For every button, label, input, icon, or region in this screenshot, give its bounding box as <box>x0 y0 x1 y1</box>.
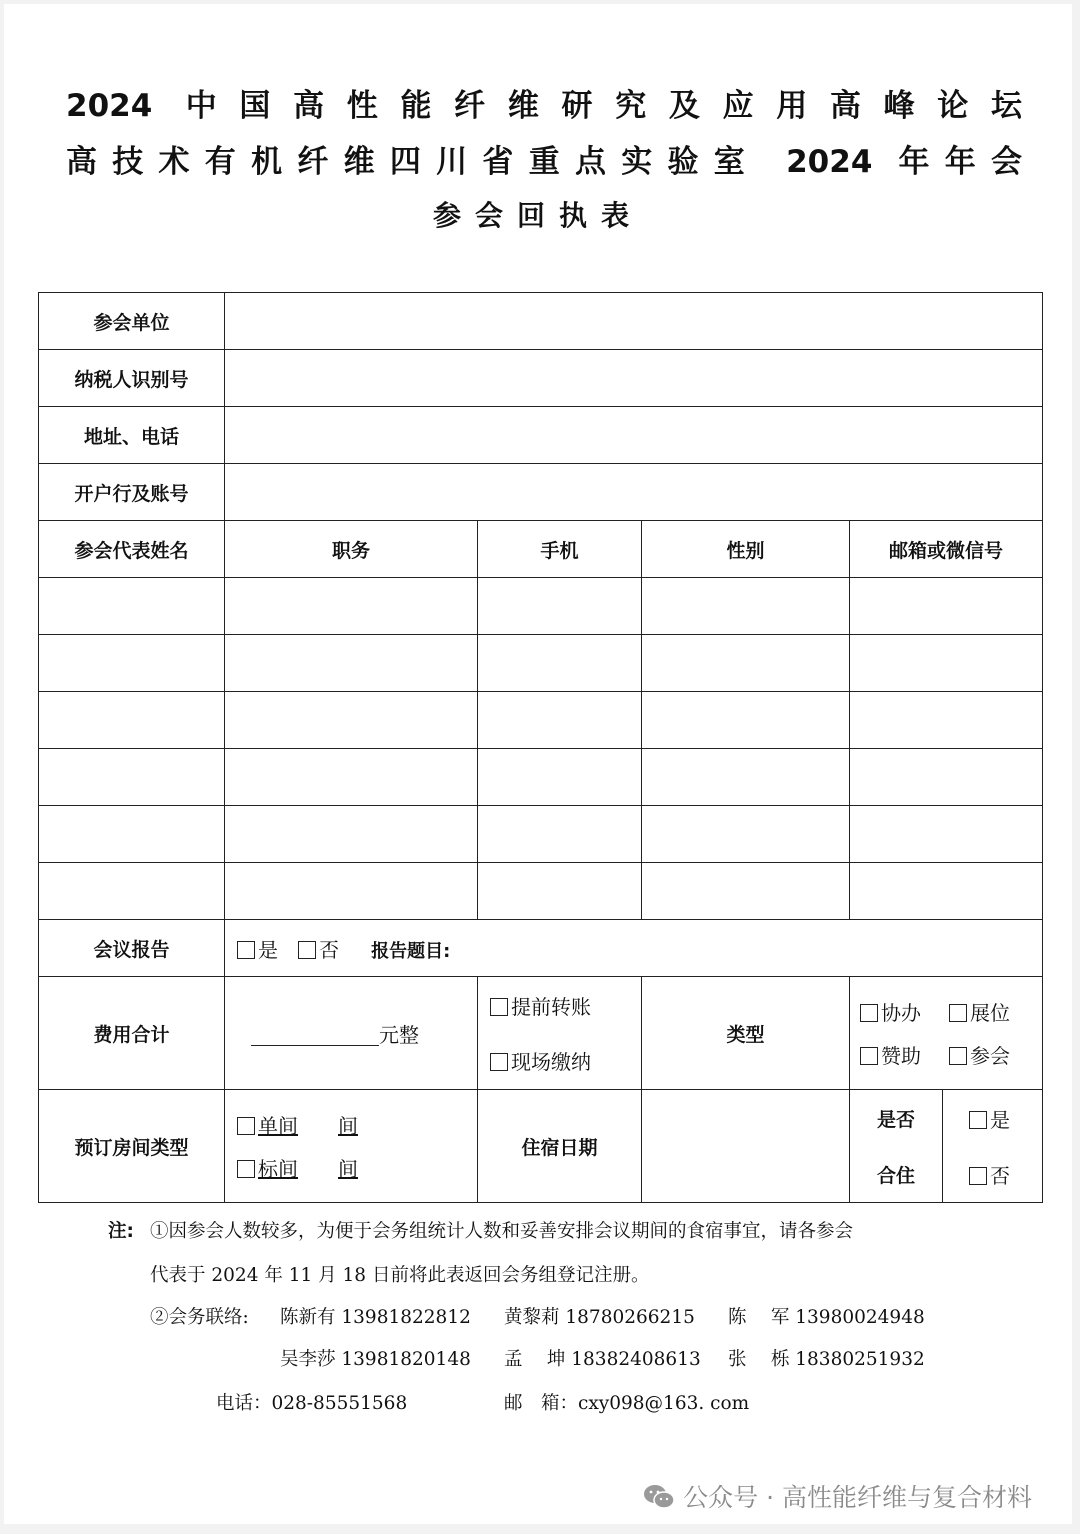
contact-2: 黄黎莉 18780266215 <box>504 1307 695 1328</box>
table-row <box>39 350 1043 407</box>
amount-blank[interactable] <box>251 1027 379 1046</box>
report-yes-option[interactable]: 是 <box>237 938 278 962</box>
col-email-header: 邮箱或微信号 <box>850 521 1043 578</box>
title-cell[interactable] <box>225 806 478 863</box>
wechat-footer <box>643 1478 1032 1514</box>
wechat-icon <box>643 1484 675 1510</box>
attendee-row <box>39 635 1043 692</box>
checkbox[interactable] <box>490 998 508 1016</box>
contact-label: ②会务联络: <box>150 1307 249 1328</box>
gender-cell[interactable] <box>642 806 850 863</box>
checkbox[interactable] <box>860 1004 878 1022</box>
room-single-option[interactable]: 单间 间 <box>237 1110 477 1139</box>
stay-date-label: 住宿日期 <box>478 1090 642 1203</box>
footer-text: 公众号 · 高性能纤维与复合材料 <box>683 1483 1032 1512</box>
name-cell[interactable] <box>39 635 225 692</box>
title-cell[interactable] <box>225 635 478 692</box>
attendee-row <box>39 692 1043 749</box>
notes-prefix: 注: <box>108 1221 134 1242</box>
checkbox[interactable] <box>969 1111 987 1129</box>
report-no-option[interactable]: 否 <box>298 938 339 962</box>
gender-cell[interactable] <box>642 635 850 692</box>
email-cell[interactable] <box>850 692 1043 749</box>
table-row <box>39 407 1043 464</box>
checkbox[interactable] <box>949 1047 967 1065</box>
share-no-option[interactable]: 否 <box>969 1160 1042 1189</box>
tax-id-label: 纳税人识别号 <box>39 350 225 407</box>
address-phone-label: 地址、电话 <box>39 407 225 464</box>
col-title-header: 职务 <box>225 521 478 578</box>
unit-label: 参会单位 <box>39 293 225 350</box>
title-cell[interactable] <box>225 863 478 920</box>
attendee-header-row <box>39 521 1043 578</box>
col-phone-header: 手机 <box>478 521 642 578</box>
bank-account-label: 开户行及账号 <box>39 464 225 521</box>
gender-cell[interactable] <box>642 578 850 635</box>
contact-3: 陈 军 13980024948 <box>728 1307 925 1328</box>
form-title: 参会回执表 <box>432 199 643 232</box>
share-room-label: 是否 合住 <box>850 1090 943 1202</box>
email-cell[interactable] <box>850 806 1043 863</box>
fee-label: 费用合计 <box>39 977 225 1090</box>
checkbox[interactable] <box>490 1053 508 1071</box>
checkbox[interactable] <box>860 1047 878 1065</box>
table-row <box>39 293 1043 350</box>
fee-amount-cell[interactable] <box>225 977 478 1090</box>
room-type-label: 预订房间类型 <box>39 1090 225 1203</box>
phone-cell[interactable] <box>478 635 642 692</box>
room-standard-option[interactable]: 标间 间 <box>237 1153 477 1182</box>
phone-cell[interactable] <box>478 863 642 920</box>
attendee-row <box>39 749 1043 806</box>
type-co-option[interactable]: 协办 <box>860 1001 921 1025</box>
address-phone-field[interactable] <box>225 407 1043 464</box>
col-name-header: 参会代表姓名 <box>39 521 225 578</box>
type-attend-option[interactable]: 参会 <box>949 1044 1010 1068</box>
checkbox[interactable] <box>237 1117 255 1135</box>
note-1b: 代表于 2024 年 11 月 18 日前将此表返回会务组登记注册。 <box>150 1265 650 1286</box>
pay-transfer-option[interactable]: 提前转账 <box>490 991 641 1020</box>
checkbox[interactable] <box>237 1160 255 1178</box>
title-cell[interactable] <box>225 749 478 806</box>
title-cell[interactable] <box>225 578 478 635</box>
form-page <box>4 4 1072 1524</box>
pay-onsite-option[interactable]: 现场缴纳 <box>490 1046 641 1075</box>
checkbox[interactable] <box>298 941 316 959</box>
phone-cell[interactable] <box>478 806 642 863</box>
type-label: 类型 <box>642 977 850 1090</box>
email-cell[interactable] <box>850 635 1043 692</box>
amount-suffix: 元整 <box>379 1022 419 1047</box>
attendee-row <box>39 806 1043 863</box>
attendee-row <box>39 578 1043 635</box>
title-cell[interactable] <box>225 692 478 749</box>
checkbox[interactable] <box>949 1004 967 1022</box>
contact-1: 陈新有 13981822812 <box>280 1307 471 1328</box>
office-phone: 电话：028-85551568 <box>216 1393 408 1414</box>
title-line-2: 高技术有机纤维四川省重点实验室 2024 年年会 <box>66 144 1022 180</box>
email-cell[interactable] <box>850 578 1043 635</box>
office-email: 邮 箱：cxy098@163. com <box>504 1393 750 1414</box>
contact-6: 张 栎 18380251932 <box>728 1349 925 1370</box>
phone-cell[interactable] <box>478 578 642 635</box>
unit-field[interactable] <box>225 293 1043 350</box>
tax-id-field[interactable] <box>225 350 1043 407</box>
stay-date-field[interactable] <box>642 1090 850 1203</box>
checkbox[interactable] <box>237 941 255 959</box>
contact-4: 吴李莎 13981820148 <box>280 1349 471 1370</box>
phone-cell[interactable] <box>478 749 642 806</box>
name-cell[interactable] <box>39 749 225 806</box>
table-row <box>39 464 1043 521</box>
phone-cell[interactable] <box>478 692 642 749</box>
name-cell[interactable] <box>39 806 225 863</box>
gender-cell[interactable] <box>642 692 850 749</box>
report-label: 会议报告 <box>39 920 225 977</box>
share-yes-option[interactable]: 是 <box>969 1104 1042 1133</box>
gender-cell[interactable] <box>642 749 850 806</box>
title-line-1: 2024 中国高性能纤维研究及应用高峰论坛 <box>66 88 1022 124</box>
type-booth-option[interactable]: 展位 <box>949 1001 1010 1025</box>
name-cell[interactable] <box>39 578 225 635</box>
report-topic-label: 报告题目: <box>371 940 451 962</box>
room-row <box>39 1090 1043 1203</box>
name-cell[interactable] <box>39 692 225 749</box>
contact-5: 孟 坤 18382408613 <box>504 1349 701 1370</box>
report-row <box>39 920 1043 977</box>
col-gender-header: 性别 <box>642 521 850 578</box>
name-cell[interactable] <box>39 863 225 920</box>
attendee-row <box>39 863 1043 920</box>
fee-row <box>39 977 1043 1090</box>
registration-table <box>38 292 1043 1203</box>
gender-cell[interactable] <box>642 863 850 920</box>
bank-account-field[interactable] <box>225 464 1043 521</box>
email-cell[interactable] <box>850 863 1043 920</box>
checkbox[interactable] <box>969 1167 987 1185</box>
type-sponsor-option[interactable]: 赞助 <box>860 1044 921 1068</box>
note-1a: ①因参会人数较多，为便于会务组统计人数和妥善安排会议期间的食宿事宜，请各参会 <box>150 1221 854 1242</box>
email-cell[interactable] <box>850 749 1043 806</box>
